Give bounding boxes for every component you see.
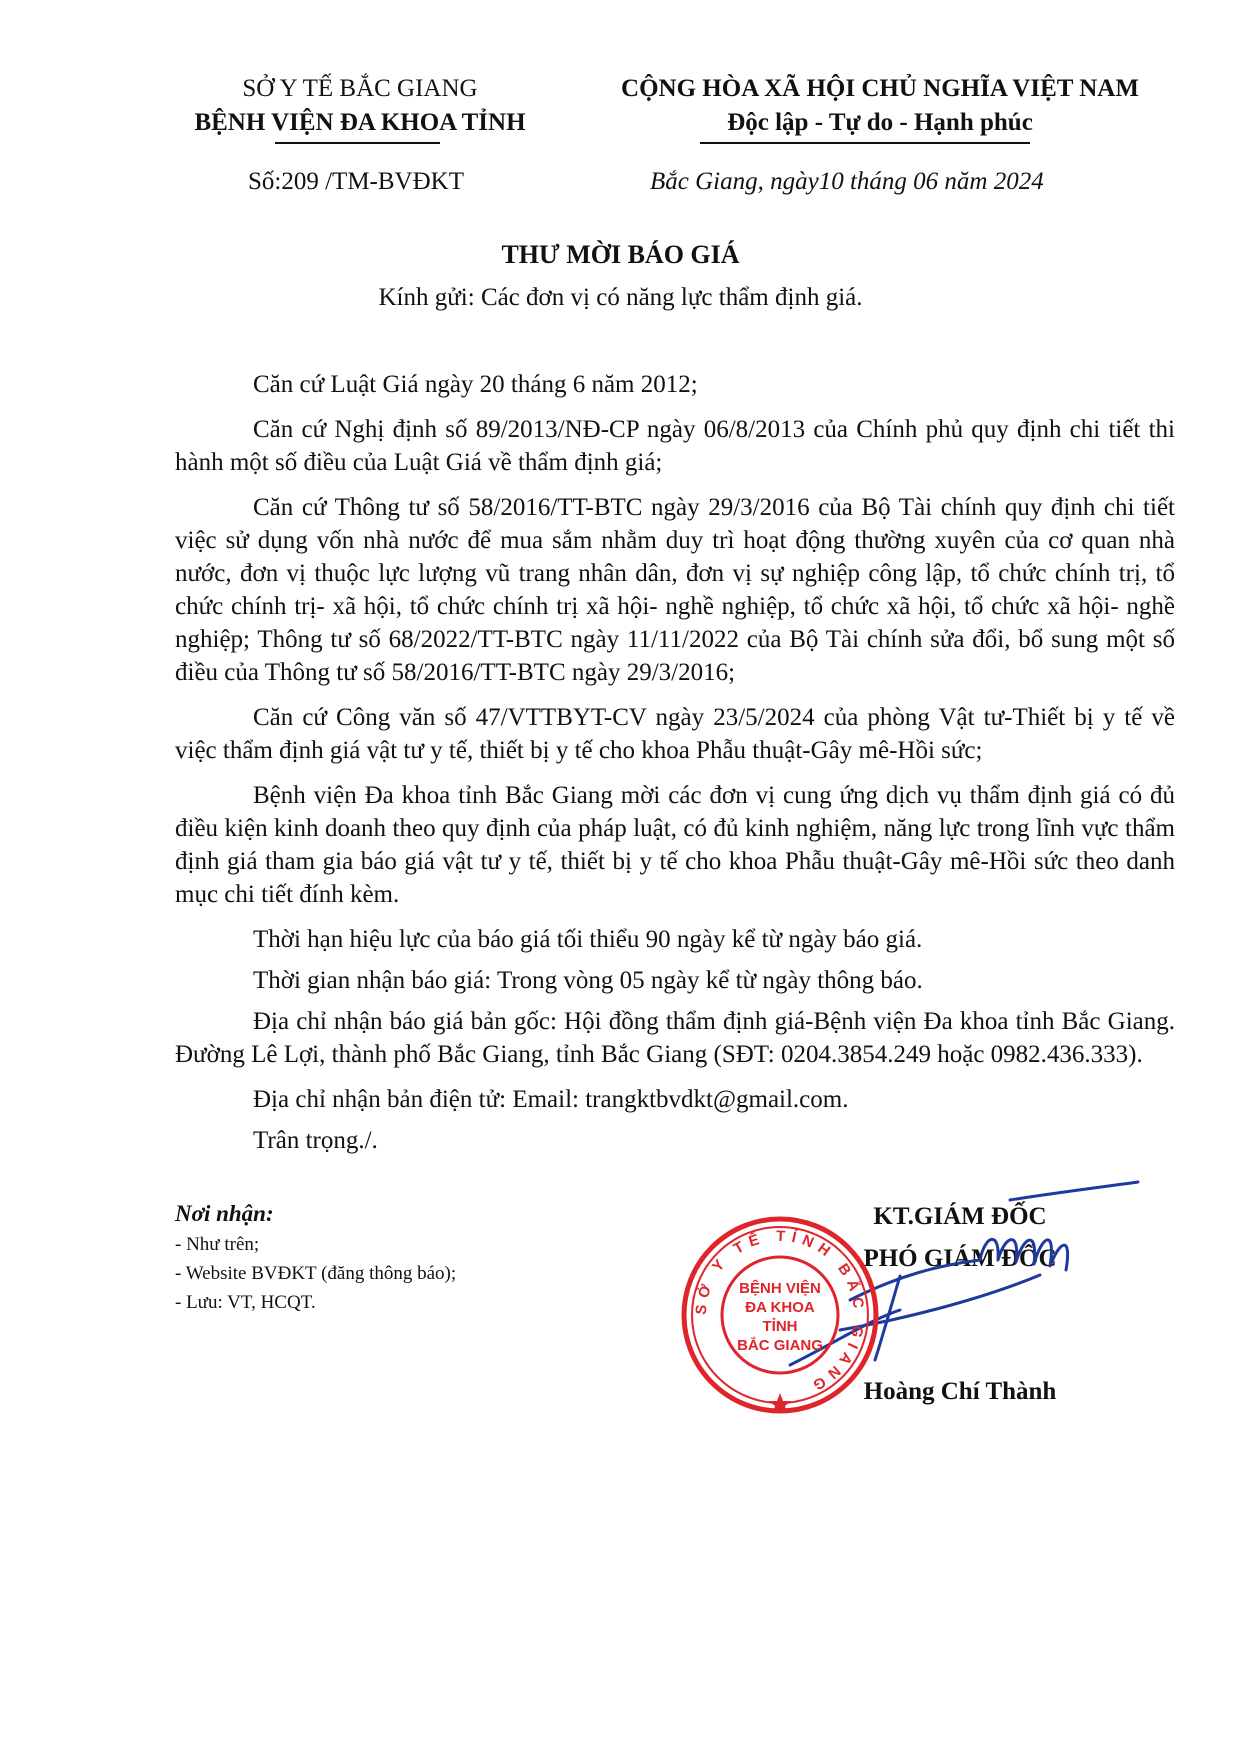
document-title: THƯ MỜI BÁO GIÁ: [501, 240, 740, 269]
paragraph: Địa chỉ nhận báo giá bản gốc: Hội đồng thẩm định giá-Bệnh viện Đa khoa tỉnh Bắc Giang. Đường Lê Lợi, thành phố Bắc Giang, tỉnh Bắc Giang (SĐT: 0204.3854.249 hoặc 0982.436.333).: [175, 1008, 1175, 1068]
signer-authority: KT.GIÁM ĐỐC: [873, 1203, 1047, 1230]
seal-line: BẮC GIANG: [737, 1337, 823, 1354]
department-name: SỞ Y TẾ BẮC GIANG: [242, 75, 478, 102]
reference-number: Số:209 /TM-BVĐKT: [248, 168, 464, 195]
signer-title: PHÓ GIÁM ĐỐC: [863, 1245, 1057, 1272]
national-motto: Độc lập - Tự do - Hạnh phúc: [727, 109, 1033, 136]
seal-line: BỆNH VIỆN: [739, 1280, 821, 1297]
national-title: CỘNG HÒA XÃ HỘI CHỦ NGHĨA VIỆT NAM: [621, 75, 1139, 102]
recipient-item: - Lưu: VT, HCQT.: [175, 1292, 316, 1313]
paragraph: Địa chỉ nhận bản điện tử: Email: trangktbvdkt@gmail.com.: [253, 1086, 849, 1113]
recipient-item: - Website BVĐKT (đăng thông báo);: [175, 1263, 457, 1284]
signer-name: Hoàng Chí Thành: [863, 1378, 1057, 1405]
seal-line: ĐA KHOA: [745, 1299, 815, 1316]
paragraph: Căn cứ Nghị định số 89/2013/NĐ-CP ngày 06/8/2013 của Chính phủ quy định chi tiết thi hành một số điều của Luật Giá về thẩm định giá;: [175, 416, 1175, 476]
recipients-heading: Nơi nhận:: [175, 1201, 274, 1226]
recipient-item: - Như trên;: [175, 1234, 260, 1255]
seal-ring-text: SỞ Y TẾ TỈNH BẮC GIANG: [692, 1227, 868, 1397]
paragraph: Thời gian nhận báo giá: Trong vòng 05 ngày kể từ ngày thông báo.: [253, 967, 923, 994]
paragraph: Căn cứ Luật Giá ngày 20 tháng 6 năm 2012;: [253, 371, 698, 398]
paragraph: Thời hạn hiệu lực của báo giá tối thiểu 90 ngày kể từ ngày báo giá.: [253, 926, 923, 953]
paragraph: Bệnh viện Đa khoa tỉnh Bắc Giang mời các đơn vị cung ứng dịch vụ thẩm định giá có đủ điều kiện kinh doanh theo quy định của pháp luật, có đủ kinh nghiệm, năng lực trong lĩnh vực thẩm định giá tham gia báo giá vật tư y tế, thiết bị y tế cho khoa Phẫu thuật-Gây mê-Hồi sức theo danh mục chi tiết đính kèm.: [175, 782, 1175, 908]
header-left-underline: [275, 142, 440, 144]
header-right-underline: [700, 142, 1030, 144]
hospital-name: BỆNH VIỆN ĐA KHOA TỈNH: [194, 109, 526, 136]
paragraph: Căn cứ Công văn số 47/VTTBYT-CV ngày 23/5/2024 của phòng Vật tư-Thiết bị y tế về việc thẩm định giá vật tư y tế, thiết bị y tế cho khoa Phẫu thuật-Gây mê-Hồi sức;: [175, 704, 1175, 764]
greeting: Kính gửi: Các đơn vị có năng lực thẩm định giá.: [378, 284, 863, 311]
header-right: [580, 72, 1180, 140]
paragraph: Trân trọng./.: [253, 1127, 378, 1154]
header-left: [150, 72, 570, 140]
recipients-block: [175, 1198, 595, 1317]
document-body: [175, 368, 1175, 1169]
date-line: Bắc Giang, ngày10 tháng 06 năm 2024: [650, 168, 1044, 195]
paragraph: Căn cứ Thông tư số 58/2016/TT-BTC ngày 29/3/2016 của Bộ Tài chính quy định chi tiết việc sử dụng vốn nhà nước để mua sắm nhằm duy trì hoạt động thường xuyên của cơ quan nhà nước, đơn vị thuộc lực lượng vũ trang nhân dân, đơn vị sự nghiệp công lập, tổ chức chính trị, tổ chức chính trị- xã hội, tổ chức chính trị xã hội- nghề nghiệp, tổ chức xã hội, tổ chức xã hội- nghề nghiệp; Thông tư số 68/2022/TT-BTC ngày 11/11/2022 của Bộ Tài chính sửa đổi, bổ sung một số điều của Thông tư số 58/2016/TT-BTC ngày 29/3/2016;: [175, 494, 1175, 686]
seal-line: TỈNH: [762, 1318, 798, 1335]
